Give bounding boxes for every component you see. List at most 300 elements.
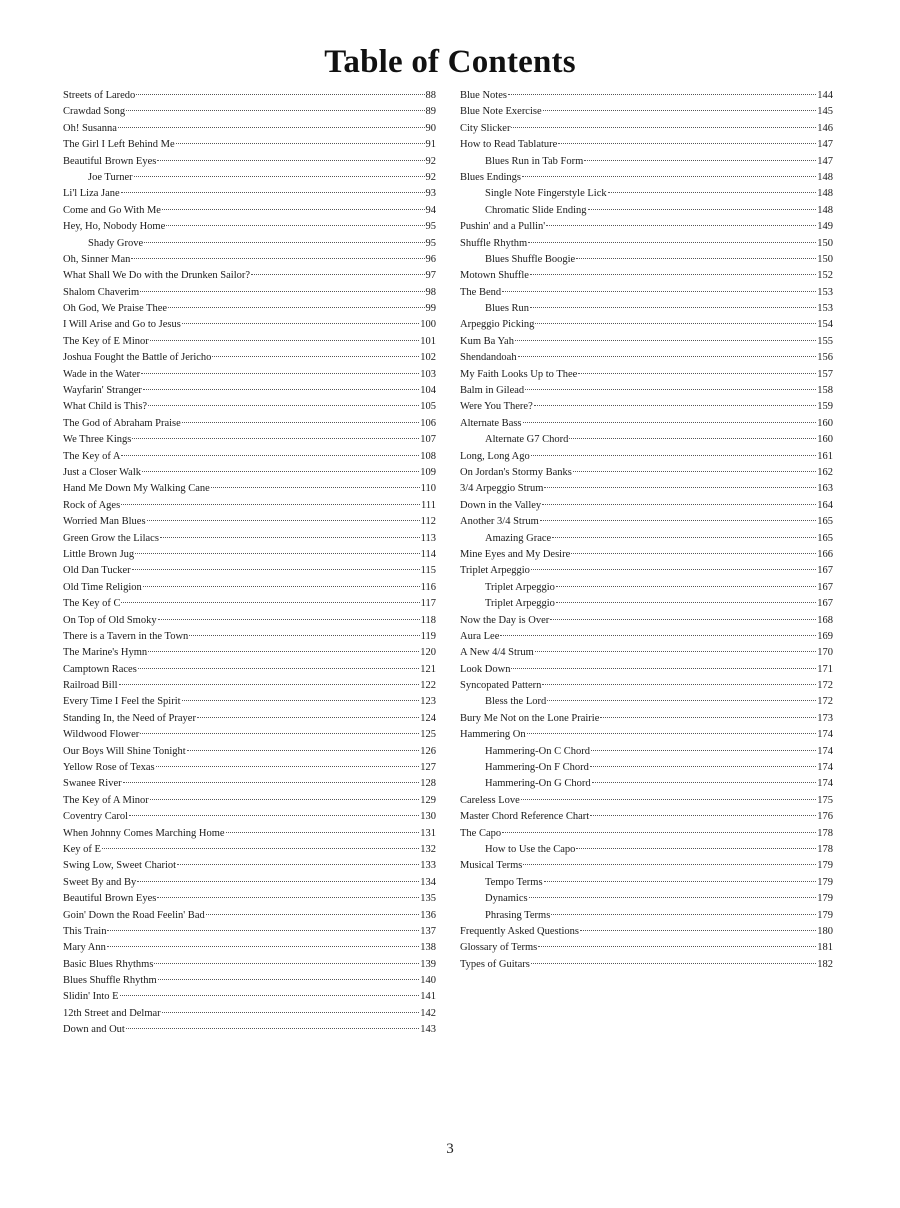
toc-entry-title: The Girl I Left Behind Me bbox=[63, 139, 175, 151]
toc-entry-page-number: 90 bbox=[425, 122, 436, 134]
toc-subentry bbox=[460, 875, 833, 891]
toc-entry-page-number: 160 bbox=[817, 417, 833, 429]
dot-leader bbox=[131, 258, 424, 259]
dot-leader bbox=[126, 110, 424, 111]
dot-leader bbox=[538, 946, 816, 947]
toc-entry bbox=[63, 973, 436, 989]
dot-leader bbox=[135, 553, 419, 554]
toc-left-column bbox=[63, 88, 436, 1039]
toc-entry-title: Shuffle Rhythm bbox=[460, 237, 528, 249]
dot-leader bbox=[121, 504, 420, 505]
dot-leader bbox=[540, 520, 817, 521]
dot-leader bbox=[162, 1012, 420, 1013]
toc-entry-title: Single Note Fingerstyle Lick bbox=[485, 188, 607, 200]
toc-entry-title: Musical Terms bbox=[460, 860, 523, 872]
dot-leader bbox=[176, 143, 425, 144]
toc-entry bbox=[460, 498, 833, 514]
toc-entry-title: On Top of Old Smoky bbox=[63, 614, 157, 626]
toc-entry bbox=[63, 563, 436, 579]
toc-entry-title: Old Time Religion bbox=[63, 581, 142, 593]
toc-entry bbox=[63, 1022, 436, 1038]
toc-entry bbox=[460, 613, 833, 629]
toc-entry bbox=[63, 219, 436, 235]
toc-entry-title: On Jordan's Stormy Banks bbox=[460, 466, 572, 478]
toc-entry-page-number: 138 bbox=[420, 942, 436, 954]
toc-entry-page-number: 179 bbox=[817, 876, 833, 888]
dot-leader bbox=[608, 192, 817, 193]
toc-entry-title: Tempo Terms bbox=[485, 876, 543, 888]
toc-entry bbox=[460, 547, 833, 563]
toc-entry-page-number: 91 bbox=[425, 139, 436, 151]
dot-leader bbox=[535, 323, 816, 324]
toc-entry-title: Blue Note Exercise bbox=[460, 106, 542, 118]
toc-entry-title: Rock of Ages bbox=[63, 499, 121, 511]
dot-leader bbox=[150, 340, 420, 341]
dot-leader bbox=[590, 815, 816, 816]
toc-entry bbox=[460, 826, 833, 842]
toc-entry-title: Master Chord Reference Chart bbox=[460, 811, 590, 823]
toc-entry bbox=[63, 760, 436, 776]
toc-entry-title: Swanee River bbox=[63, 778, 122, 790]
toc-entry-title: Green Grow the Lilacs bbox=[63, 532, 159, 544]
toc-entry-title: Shendandoah bbox=[460, 352, 517, 364]
dot-leader bbox=[150, 799, 420, 800]
toc-entry-page-number: 161 bbox=[817, 450, 833, 462]
toc-entry bbox=[63, 694, 436, 710]
toc-entry-title: Blue Notes bbox=[460, 90, 507, 101]
toc-entry bbox=[460, 121, 833, 137]
toc-entry bbox=[63, 514, 436, 530]
toc-entry-page-number: 174 bbox=[817, 729, 833, 741]
toc-entry-title: Goin' Down the Road Feelin' Bad bbox=[63, 909, 205, 921]
dot-leader bbox=[543, 110, 817, 111]
toc-entry bbox=[460, 465, 833, 481]
toc-entry bbox=[63, 908, 436, 924]
toc-entry-title: Shady Grove bbox=[88, 237, 144, 249]
dot-leader bbox=[525, 389, 816, 390]
toc-entry-page-number: 147 bbox=[817, 139, 833, 151]
dot-leader bbox=[166, 225, 424, 226]
toc-entry-page-number: 101 bbox=[420, 335, 436, 347]
toc-entry-page-number: 159 bbox=[817, 401, 833, 413]
dot-leader bbox=[121, 192, 425, 193]
dot-leader bbox=[511, 668, 816, 669]
toc-entry-page-number: 109 bbox=[420, 466, 436, 478]
dot-leader bbox=[588, 209, 817, 210]
toc-entry-title: Yellow Rose of Texas bbox=[63, 762, 155, 774]
toc-entry bbox=[63, 383, 436, 399]
toc-entry-title: Blues Run in Tab Form bbox=[485, 155, 584, 167]
toc-entry-title: Motown Shuffle bbox=[460, 270, 529, 282]
dot-leader bbox=[523, 422, 817, 423]
dot-leader bbox=[556, 602, 816, 603]
dot-leader bbox=[107, 946, 419, 947]
toc-entry-title: The Key of A bbox=[63, 450, 121, 462]
toc-entry-title: We Three Kings bbox=[63, 434, 132, 446]
toc-entry-title: Hand Me Down My Walking Cane bbox=[63, 483, 210, 495]
toc-entry-title: Camptown Races bbox=[63, 663, 137, 675]
toc-entry-page-number: 132 bbox=[420, 843, 436, 855]
toc-entry bbox=[460, 449, 833, 465]
dot-leader bbox=[158, 619, 420, 620]
dot-leader bbox=[556, 586, 816, 587]
dot-leader bbox=[552, 537, 816, 538]
toc-entry bbox=[460, 367, 833, 383]
toc-entry-page-number: 168 bbox=[817, 614, 833, 626]
toc-entry bbox=[460, 399, 833, 415]
toc-entry bbox=[63, 367, 436, 383]
toc-entry-title: Triplet Arpeggio bbox=[485, 581, 555, 593]
dot-leader bbox=[571, 553, 816, 554]
toc-entry-page-number: 95 bbox=[425, 237, 436, 249]
toc-entry bbox=[460, 137, 833, 153]
toc-entry bbox=[460, 678, 833, 694]
dot-leader bbox=[576, 848, 816, 849]
dot-leader bbox=[121, 455, 419, 456]
toc-entry bbox=[460, 317, 833, 333]
toc-entry-page-number: 150 bbox=[817, 237, 833, 249]
toc-entry bbox=[460, 236, 833, 252]
toc-entry-title: Hey, Ho, Nobody Home bbox=[63, 221, 166, 233]
toc-entry-page-number: 116 bbox=[420, 581, 436, 593]
dot-leader bbox=[212, 356, 419, 357]
toc-entry bbox=[63, 432, 436, 448]
toc-entry-title: Swing Low, Sweet Chariot bbox=[63, 860, 177, 872]
toc-entry-page-number: 165 bbox=[817, 516, 833, 528]
dot-leader bbox=[522, 176, 816, 177]
toc-entry-page-number: 156 bbox=[817, 352, 833, 364]
toc-entry-title: Now the Day is Over bbox=[460, 614, 550, 626]
toc-entry-page-number: 122 bbox=[420, 680, 436, 692]
toc-entry-page-number: 137 bbox=[420, 925, 436, 937]
toc-entry bbox=[63, 301, 436, 317]
toc-subentry bbox=[460, 596, 833, 612]
toc-entry-title: How to Read Tablature bbox=[460, 139, 558, 151]
toc-entry-page-number: 182 bbox=[817, 958, 833, 970]
dot-leader bbox=[132, 438, 419, 439]
toc-entry bbox=[460, 940, 833, 956]
dot-leader bbox=[107, 930, 419, 931]
toc-entry-page-number: 147 bbox=[817, 155, 833, 167]
toc-entry-title: Alternate G7 Chord bbox=[485, 434, 569, 446]
dot-leader bbox=[147, 520, 420, 521]
dot-leader bbox=[182, 700, 420, 701]
toc-entry-page-number: 143 bbox=[420, 1024, 436, 1036]
toc-entry-title: Basic Blues Rhythms bbox=[63, 958, 154, 970]
toc-entry bbox=[63, 481, 436, 497]
toc-entry bbox=[63, 629, 436, 645]
toc-entry-page-number: 158 bbox=[817, 385, 833, 397]
toc-entry-page-number: 162 bbox=[817, 466, 833, 478]
toc-entry-page-number: 178 bbox=[817, 827, 833, 839]
toc-entry-title: Beautiful Brown Eyes bbox=[63, 893, 157, 905]
toc-entry-page-number: 89 bbox=[425, 106, 436, 118]
dot-leader bbox=[576, 258, 816, 259]
toc-entry-page-number: 92 bbox=[425, 155, 436, 167]
toc-entry-page-number: 148 bbox=[817, 171, 833, 183]
toc-entry bbox=[63, 268, 436, 284]
page-title: Table of Contents bbox=[324, 44, 576, 80]
dot-leader bbox=[518, 356, 817, 357]
toc-entry-title: Beautiful Brown Eyes bbox=[63, 155, 157, 167]
toc-entry bbox=[63, 498, 436, 514]
toc-entry-title: Hammering On bbox=[460, 729, 526, 741]
toc-entry bbox=[63, 662, 436, 678]
toc-entry-page-number: 153 bbox=[817, 286, 833, 298]
dot-leader bbox=[535, 651, 816, 652]
toc-entry-title: The Bend bbox=[460, 286, 502, 298]
toc-entry-page-number: 134 bbox=[420, 876, 436, 888]
toc-entry-page-number: 179 bbox=[817, 909, 833, 921]
dot-leader bbox=[523, 864, 816, 865]
dot-leader bbox=[511, 127, 816, 128]
toc-entry-page-number: 166 bbox=[817, 548, 833, 560]
toc-entry-title: Little Brown Jug bbox=[63, 548, 135, 560]
toc-entry-page-number: 157 bbox=[817, 368, 833, 380]
dot-leader bbox=[162, 209, 425, 210]
toc-entry-title: Long, Long Ago bbox=[460, 450, 530, 462]
toc-entry bbox=[63, 531, 436, 547]
toc-entry-page-number: 169 bbox=[817, 630, 833, 642]
dot-leader bbox=[530, 307, 816, 308]
toc-entry bbox=[460, 793, 833, 809]
dot-leader bbox=[156, 766, 420, 767]
dot-leader bbox=[558, 143, 816, 144]
dot-leader bbox=[136, 94, 424, 95]
toc-entry-page-number: 173 bbox=[817, 712, 833, 724]
toc-entry bbox=[460, 334, 833, 350]
toc-entry bbox=[63, 350, 436, 366]
toc-entry-title: Bless the Lord bbox=[485, 696, 547, 708]
dot-leader bbox=[544, 881, 817, 882]
dot-leader bbox=[182, 323, 419, 324]
toc-entry-title: Types of Guitars bbox=[460, 958, 530, 970]
toc-entry-page-number: 88 bbox=[425, 90, 436, 101]
toc-entry bbox=[63, 104, 436, 120]
toc-entry bbox=[460, 416, 833, 432]
toc-entry-title: There is a Tavern in the Town bbox=[63, 630, 189, 642]
toc-entry-title: The Marine's Hymn bbox=[63, 647, 148, 659]
toc-subentry bbox=[460, 776, 833, 792]
toc-entry-title: What Child is This? bbox=[63, 401, 148, 413]
toc-entry bbox=[63, 858, 436, 874]
toc-entry-title: Glossary of Terms bbox=[460, 942, 538, 954]
toc-entry bbox=[460, 219, 833, 235]
toc-entry-title: Oh, Sinner Man bbox=[63, 253, 131, 265]
toc-entry-page-number: 100 bbox=[420, 319, 436, 331]
toc-entry-page-number: 93 bbox=[425, 188, 436, 200]
toc-entry bbox=[63, 613, 436, 629]
dot-leader bbox=[154, 963, 419, 964]
toc-subentry bbox=[460, 908, 833, 924]
toc-entry bbox=[63, 875, 436, 891]
toc-entry bbox=[460, 924, 833, 940]
toc-entry-title: Alternate Bass bbox=[460, 417, 522, 429]
toc-subentry bbox=[460, 432, 833, 448]
dot-leader bbox=[527, 733, 817, 734]
toc-entry-page-number: 174 bbox=[817, 762, 833, 774]
toc-entry-page-number: 148 bbox=[817, 188, 833, 200]
toc-entry-page-number: 127 bbox=[420, 762, 436, 774]
toc-entry bbox=[460, 727, 833, 743]
toc-entry bbox=[460, 957, 833, 973]
toc-entry bbox=[63, 285, 436, 301]
toc-entry-page-number: 153 bbox=[817, 303, 833, 315]
toc-entry-title: Blues Run bbox=[485, 303, 530, 315]
dot-leader bbox=[160, 537, 420, 538]
dot-leader bbox=[547, 700, 816, 701]
toc-entry bbox=[63, 334, 436, 350]
toc-entry-title: The Capo bbox=[460, 827, 502, 839]
dot-leader bbox=[226, 832, 420, 833]
toc-entry-page-number: 163 bbox=[817, 483, 833, 495]
toc-entry-title: Hammering-On G Chord bbox=[485, 778, 591, 790]
toc-entry-page-number: 167 bbox=[817, 565, 833, 577]
toc-right-column bbox=[460, 88, 833, 973]
dot-leader bbox=[580, 930, 816, 931]
dot-leader bbox=[573, 471, 816, 472]
toc-entry bbox=[460, 88, 833, 104]
toc-entry-page-number: 133 bbox=[420, 860, 436, 872]
toc-entry bbox=[63, 88, 436, 104]
toc-entry-title: Slidin' Into E bbox=[63, 991, 119, 1003]
dot-leader bbox=[119, 684, 420, 685]
toc-entry-page-number: 160 bbox=[817, 434, 833, 446]
toc-entry-title: Joshua Fought the Battle of Jericho bbox=[63, 352, 212, 364]
dot-leader bbox=[211, 487, 420, 488]
toc-entry-title: Every Time I Feel the Spirit bbox=[63, 696, 181, 708]
toc-entry-page-number: 171 bbox=[817, 663, 833, 675]
toc-entry-page-number: 119 bbox=[420, 630, 436, 642]
toc-entry bbox=[460, 104, 833, 120]
toc-subentry bbox=[460, 842, 833, 858]
toc-entry-title: Crawdad Song bbox=[63, 106, 126, 118]
dot-leader bbox=[600, 717, 816, 718]
dot-leader bbox=[187, 750, 420, 751]
toc-entry-title: Were You There? bbox=[460, 401, 533, 413]
toc-entry bbox=[63, 1006, 436, 1022]
toc-entry-page-number: 155 bbox=[817, 335, 833, 347]
toc-entry-title: Dynamics bbox=[485, 893, 528, 905]
toc-entry bbox=[460, 711, 833, 727]
toc-entry-title: Wade in the Water bbox=[63, 368, 141, 380]
toc-entry bbox=[63, 989, 436, 1005]
toc-entry bbox=[460, 858, 833, 874]
toc-entry-page-number: 118 bbox=[420, 614, 436, 626]
toc-subentry bbox=[460, 744, 833, 760]
dot-leader bbox=[158, 979, 420, 980]
toc-entry-page-number: 126 bbox=[420, 745, 436, 757]
toc-entry-page-number: 108 bbox=[420, 450, 436, 462]
toc-entry-title: When Johnny Comes Marching Home bbox=[63, 827, 225, 839]
toc-entry-page-number: 99 bbox=[425, 303, 436, 315]
dot-leader bbox=[584, 160, 816, 161]
toc-entry-title: Streets of Laredo bbox=[63, 90, 136, 101]
toc-entry bbox=[460, 645, 833, 661]
dot-leader bbox=[542, 504, 816, 505]
dot-leader bbox=[182, 422, 419, 423]
dot-leader bbox=[134, 176, 425, 177]
toc-entry-page-number: 176 bbox=[817, 811, 833, 823]
toc-entry bbox=[63, 121, 436, 137]
toc-entry bbox=[460, 662, 833, 678]
toc-entry bbox=[63, 252, 436, 268]
toc-entry-page-number: 129 bbox=[420, 794, 436, 806]
dot-leader bbox=[529, 897, 817, 898]
toc-entry bbox=[460, 809, 833, 825]
toc-entry-title: Joe Turner bbox=[88, 171, 133, 183]
toc-entry-title: 3/4 Arpeggio Strum bbox=[460, 483, 544, 495]
toc-entry-title: 12th Street and Delmar bbox=[63, 1007, 161, 1019]
toc-entry bbox=[63, 678, 436, 694]
toc-entry-page-number: 145 bbox=[817, 106, 833, 118]
toc-entry-title: Our Boys Will Shine Tonight bbox=[63, 745, 186, 757]
toc-entry-title: Triplet Arpeggio bbox=[460, 565, 530, 577]
toc-entry-page-number: 140 bbox=[420, 975, 436, 987]
toc-subentry bbox=[460, 301, 833, 317]
toc-entry-title: Amazing Grace bbox=[485, 532, 552, 544]
dot-leader bbox=[148, 651, 419, 652]
toc-entry-page-number: 117 bbox=[420, 598, 436, 610]
dot-leader bbox=[592, 782, 817, 783]
toc-entry-title: The Key of C bbox=[63, 598, 121, 610]
toc-entry-title: The God of Abraham Praise bbox=[63, 417, 181, 429]
toc-entry-title: How to Use the Capo bbox=[485, 843, 576, 855]
toc-subentry bbox=[63, 170, 436, 186]
toc-entry bbox=[460, 514, 833, 530]
toc-entry-page-number: 141 bbox=[420, 991, 436, 1003]
toc-entry-title: Worried Man Blues bbox=[63, 516, 146, 528]
toc-entry bbox=[63, 645, 436, 661]
toc-entry-page-number: 113 bbox=[420, 532, 436, 544]
dot-leader bbox=[531, 963, 816, 964]
toc-entry-title: Coventry Carol bbox=[63, 811, 129, 823]
toc-subentry bbox=[460, 252, 833, 268]
toc-entry-page-number: 154 bbox=[817, 319, 833, 331]
toc-entry-title: Li'l Liza Jane bbox=[63, 188, 120, 200]
toc-entry-page-number: 172 bbox=[817, 680, 833, 692]
toc-entry-page-number: 167 bbox=[817, 581, 833, 593]
toc-entry-page-number: 102 bbox=[420, 352, 436, 364]
dot-leader bbox=[129, 815, 419, 816]
toc-entry-page-number: 115 bbox=[420, 565, 436, 577]
toc-entry-page-number: 130 bbox=[420, 811, 436, 823]
toc-entry-page-number: 103 bbox=[420, 368, 436, 380]
toc-entry-page-number: 131 bbox=[420, 827, 436, 839]
toc-entry-title: Wildwood Flower bbox=[63, 729, 140, 741]
toc-entry bbox=[63, 940, 436, 956]
toc-subentry bbox=[460, 580, 833, 596]
toc-entry-page-number: 152 bbox=[817, 270, 833, 282]
toc-entry-page-number: 148 bbox=[817, 204, 833, 216]
dot-leader bbox=[148, 405, 419, 406]
toc-entry-title: What Shall We Do with the Drunken Sailor? bbox=[63, 270, 251, 282]
dot-leader bbox=[578, 373, 816, 374]
dot-leader bbox=[534, 405, 817, 406]
toc-entry-title: A New 4/4 Strum bbox=[460, 647, 534, 659]
toc-entry-page-number: 123 bbox=[420, 696, 436, 708]
toc-entry-page-number: 125 bbox=[420, 729, 436, 741]
toc-entry-page-number: 97 bbox=[425, 270, 436, 282]
toc-entry-title: Key of E bbox=[63, 843, 101, 855]
toc-entry-page-number: 110 bbox=[420, 483, 436, 495]
dot-leader bbox=[590, 766, 816, 767]
toc-entry-title: Oh God, We Praise Thee bbox=[63, 303, 168, 315]
toc-entry-page-number: 136 bbox=[420, 909, 436, 921]
dot-leader bbox=[126, 1028, 419, 1029]
toc-entry-title: Old Dan Tucker bbox=[63, 565, 131, 577]
toc-entry-title: Triplet Arpeggio bbox=[485, 598, 555, 610]
